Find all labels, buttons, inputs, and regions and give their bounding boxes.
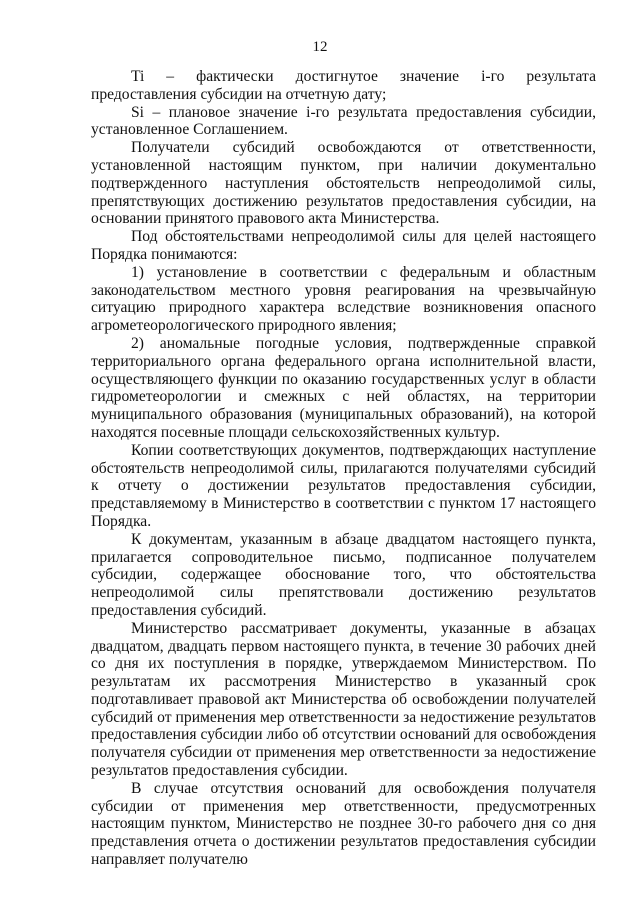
paragraph: К документам, указанным в абзаце двадцатом настоящего пункта, прилагается сопроводительное письмо, подписанное получателем субсидии, содержащее обоснование того, что обстоятельства непреодолимой силы препятствовали достижению результатов предоставления субсидий. — [91, 530, 596, 619]
body-text — [91, 68, 596, 869]
paragraph: В случае отсутствия оснований для освобождения получателя субсидии от применения мер ответственности, предусмотренных настоящим пунктом, Министерство не позднее 30-го рабочего дня со дня представления отчета о достижении результатов предоставления субсидии направляет получателю — [91, 779, 596, 869]
paragraph: Si – плановое значение i-го результата предоставления субсидии, установленное Соглашением. — [91, 103, 596, 139]
paragraph: Получатели субсидий освобождаются от ответственности, установленной настоящим пунктом, при наличии документально подтвержденного наступления обстоятельств непреодолимой силы, препятствующих достижению результатов предоставления субсидии, на основании принятого правового акта Министерства. — [91, 139, 596, 228]
paragraph: 1) установление в соответствии с федеральным и областным законодательством местного уровня реагирования на чрезвычайную ситуацию природного характера вследствие возникновения опасного агрометеорологического природного явления; — [91, 263, 596, 335]
paragraph: 2) аномальные погодные условия, подтвержденные справкой территориального органа федерального органа исполнительной власти, осуществляющего функции по оказанию государственных услуг в области гидрометеорологии и смежных с ней областях, на территории муниципального образования (муниципальных образований), на которой находятся посевные площади сельскохозяйственных культур. — [91, 334, 596, 441]
paragraph: Министерство рассматривает документы, указанные в абзацах двадцатом, двадцать первом настоящего пункта, в течение 30 рабочих дней со дня их поступления в порядке, утверждаемом Министерством. По результатам их рассмотрения Министерство в указанный срок подготавливает правовой акт Министерства об освобождении получателей субсидий от применения мер ответственности за недостижение результатов предоставления субсидии либо об отсутствии оснований для освобождения получателя субсидии от применения мер ответственности за недостижение результатов предоставления субсидии. — [91, 619, 596, 780]
page-number: 12 — [312, 39, 328, 55]
paragraph: Ti – фактически достигнутое значение i-го результата предоставления субсидии на отчетную дату; — [91, 68, 596, 103]
paragraph: Копии соответствующих документов, подтверждающих наступление обстоятельств непреодолимой силы, прилагаются получателями субсидий к отчету о достижении результатов предоставления субсидии, представляемому в Министерство в соответствии с пунктом 17 настоящего Порядка. — [91, 441, 596, 530]
paragraph: Под обстоятельствами непреодолимой силы для целей настоящего Порядка понимаются: — [91, 228, 596, 263]
